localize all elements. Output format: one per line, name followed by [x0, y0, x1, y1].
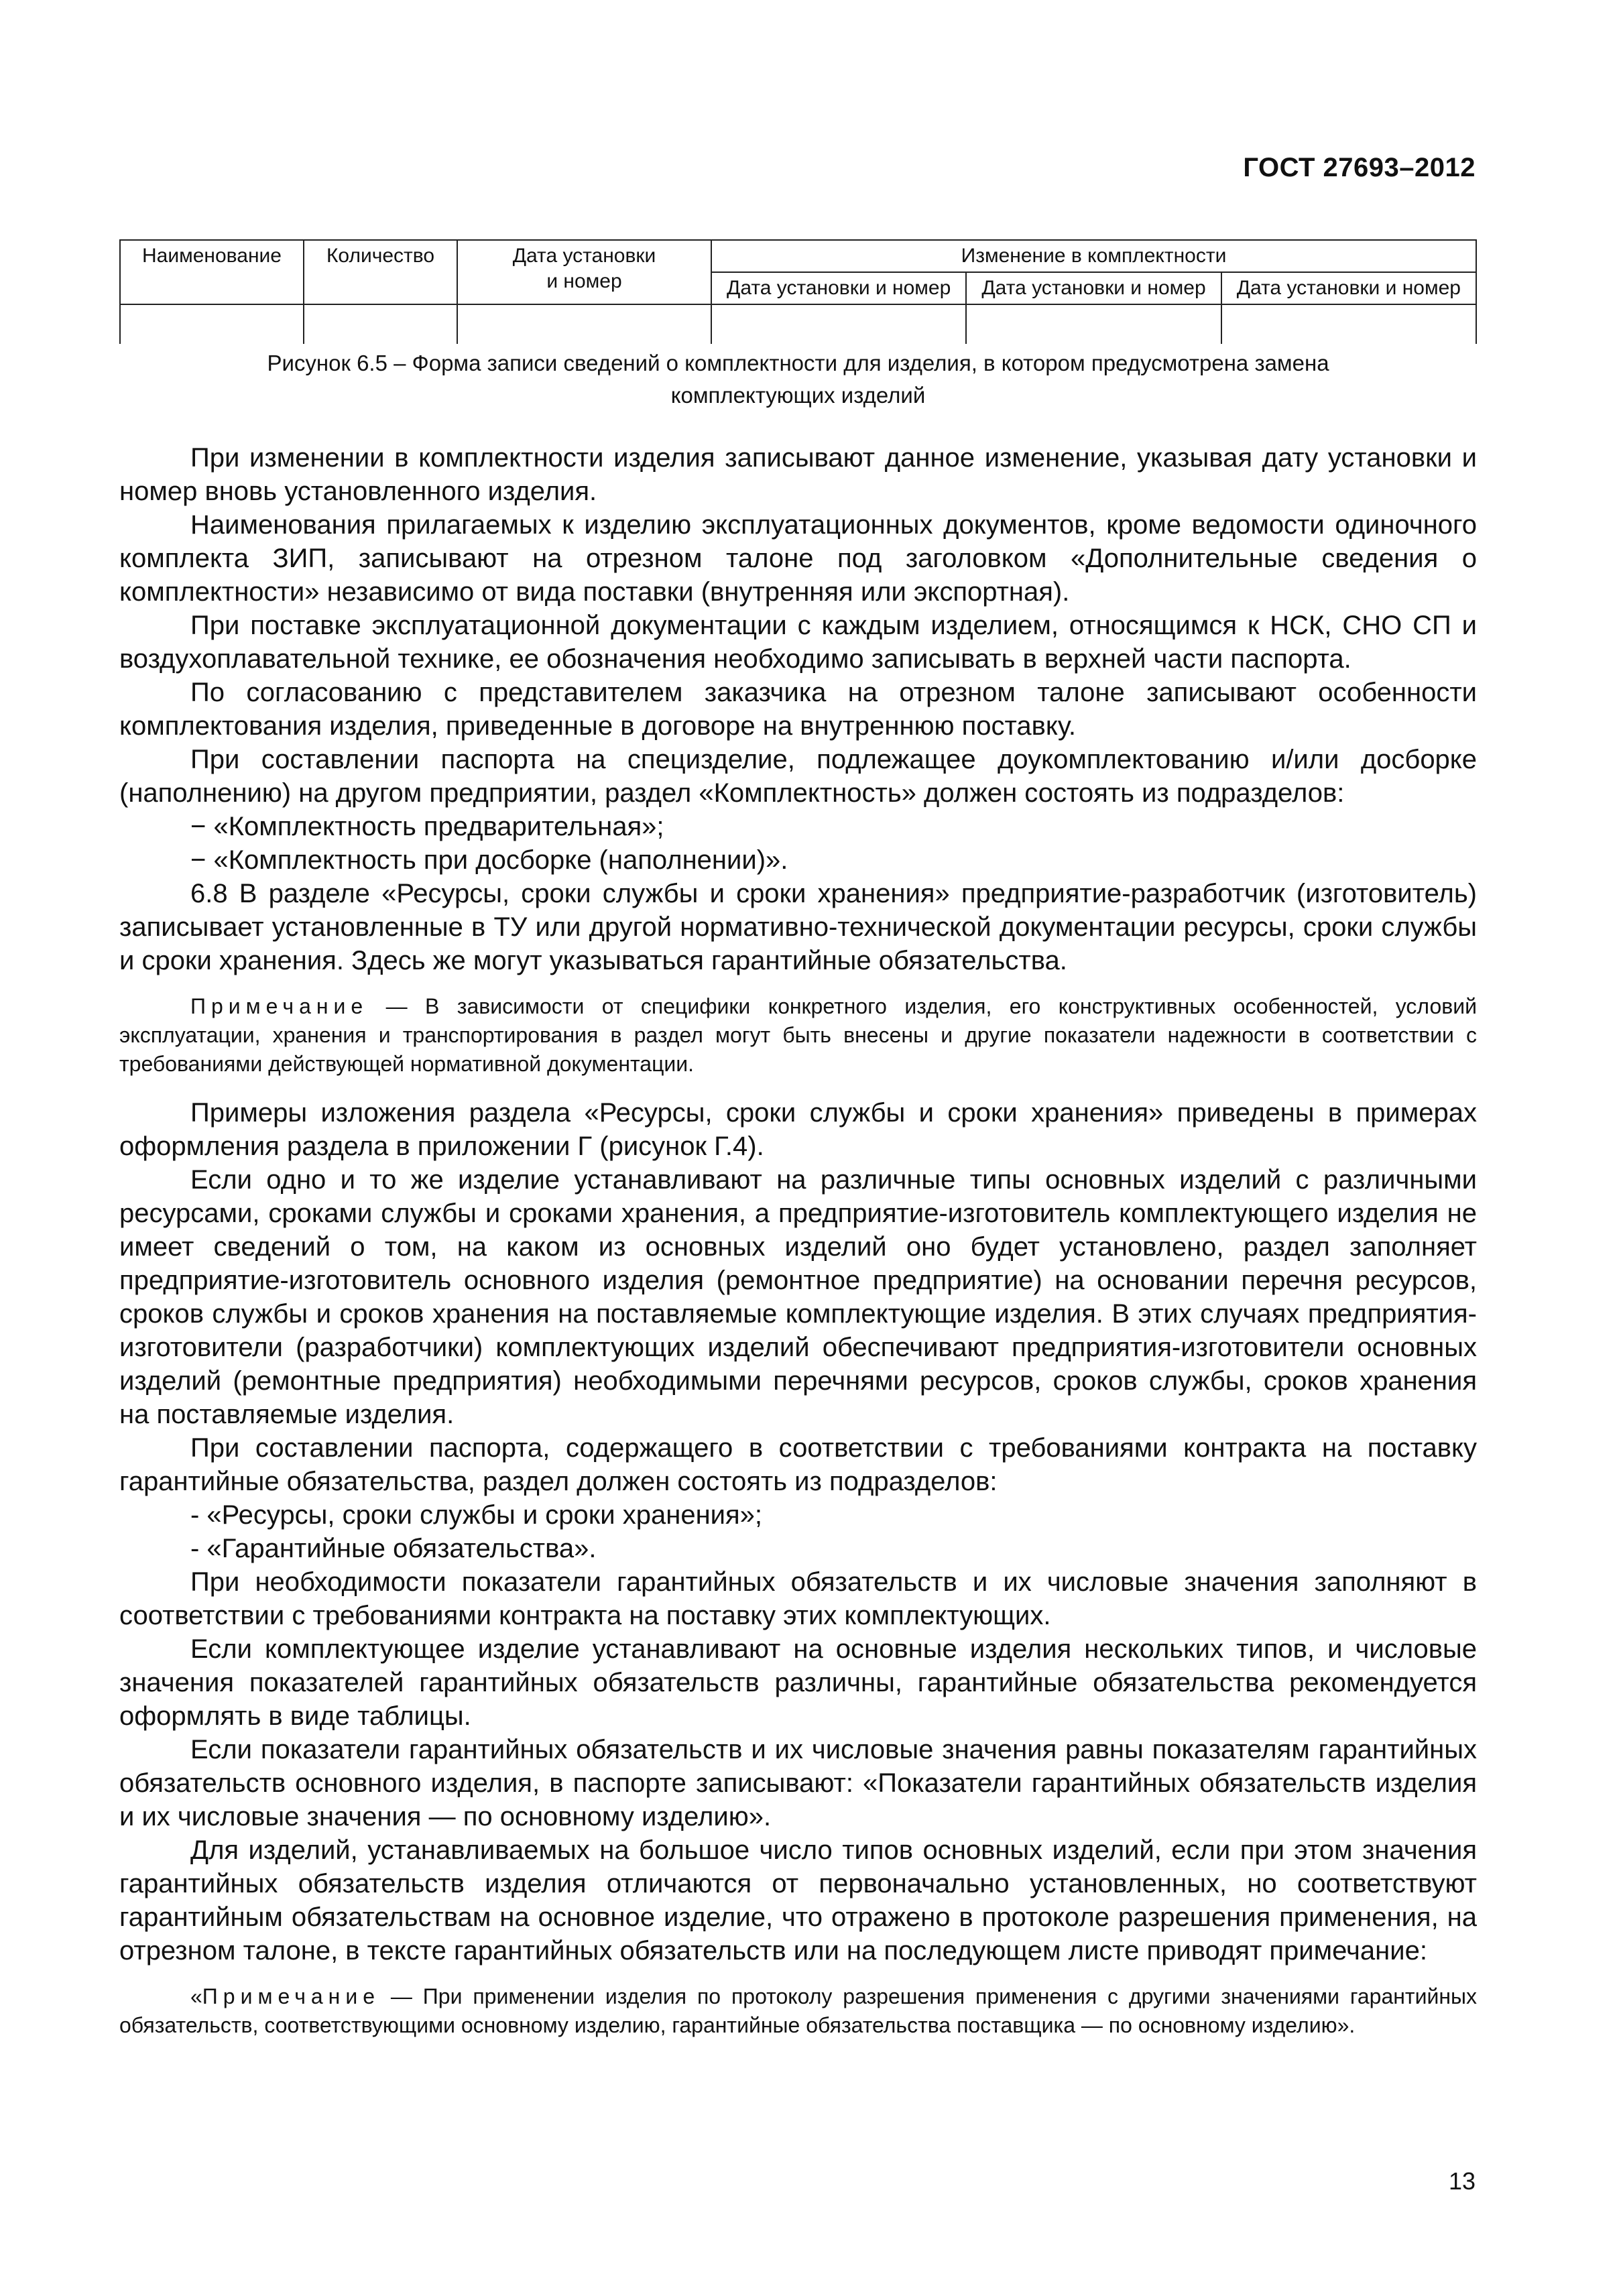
table-cell	[711, 304, 966, 344]
paragraph: Если одно и то же изделие устанавливают на различные типы основных изделий с различными ресурсами, сроками службы и сроками хранения, а предприятие-изготовитель комплектующего изделия не имеет сведений о том, на каком из основных изделий оно будет установлено, раздел заполняет предприятие-изготовитель основного изделия (ремонтное предприятие) на основании перечня ресурсов, сроков службы и сроков хранения на поставляемые комплектующие изделия. В этих случаях предприятия-изготовители (разработчики) комплектующих изделий обеспечивают предприятия-изготовители основных изделий (ремонтные предприятия) необходимыми перечнями ресурсов, сроков службы, сроков хранения на поставляемые изделия.	[119, 1165, 1477, 1429]
col-quantity-header: Количество	[304, 240, 457, 304]
note-label: Примечание	[202, 1984, 381, 2008]
paragraph: Наименования прилагаемых к изделию эксплуатационных документов, кроме ведомости одиночного комплекта ЗИП, записывают на отрезном талоне под заголовком «Дополнительные сведения о комплектности» независимо от вида поставки (внутренняя или экспортная).	[119, 510, 1477, 607]
section-paragraph: 6.8 В разделе «Ресурсы, сроки службы и сроки хранения» предприятие-разработчик (изготовитель) записывает установленные в ТУ или другой нормативно-технической документации ресурсы, сроки службы и сроки хранения. Здесь же могут указываться гарантийные обязательства.	[119, 879, 1477, 975]
note-paragraph	[119, 1982, 1477, 2040]
note-text: — При применении изделия по протоколу разрешения применения с другими значениями гарантийных обязательств, соответствующими основному изделию, гарантийные обязательства поставщика — по основному изделию».	[119, 1984, 1477, 2037]
paragraph: Для изделий, устанавливаемых на большое число типов основных изделий, если при этом значения гарантийных обязательств изделия отличаются от первоначально установленных, но соответствуют гарантийным обязательствам на основное изделие, что отражено в протоколе разрешения применения, на отрезном талоне, в тексте гарантийных обязательств или на последующем листе приводят примечание:	[119, 1835, 1477, 1966]
paragraph: Примеры изложения раздела «Ресурсы, сроки службы и сроки хранения» приведены в примерах оформления раздела в приложении Г (рисунок Г.4).	[119, 1098, 1477, 1161]
body-text	[119, 441, 1477, 2057]
paragraph: При поставке эксплуатационной документации с каждым изделием, относящимся к НСК, СНО СП и воздухоплавательной технике, ее обозначения необходимо записывать в верхней части паспорта.	[119, 611, 1477, 674]
table-cell	[457, 304, 711, 344]
col-install-date-header	[457, 240, 711, 304]
paragraph: При составлении паспорта, содержащего в соответствии с требованиями контракта на поставку гарантийные обязательства, раздел должен состоять из подразделов:	[119, 1433, 1477, 1496]
col-change-group-header: Изменение в комплектности	[711, 240, 1476, 272]
col-name-header: Наименование	[120, 240, 304, 304]
note-quote-open: «	[190, 1984, 202, 2008]
page-number: 13	[1448, 2167, 1476, 2195]
paragraph: При изменении в комплектности изделия записывают данное изменение, указывая дату установки и номер вновь установленного изделия.	[119, 443, 1477, 506]
sub-column-header: Дата установки и номер	[711, 272, 966, 304]
list-item: - «Гарантийные обязательства».	[190, 1534, 597, 1563]
table-empty-row	[120, 304, 1476, 344]
note-text: — В зависимости от специфики конкретного изделия, его конструктивных особенностей, условий эксплуатации, хранения и транспортирования в раздел могут быть внесены и другие показатели надежности в соответствии с требованиями действующей нормативной документации.	[119, 994, 1477, 1076]
list-item: − «Комплектность при досборке (наполнении)».	[190, 845, 788, 875]
standard-code: ГОСТ 27693–2012	[1243, 153, 1476, 182]
col-install-date-line1: Дата установки	[512, 245, 656, 267]
table-cell	[966, 304, 1221, 344]
list-item: - «Ресурсы, сроки службы и сроки хранения»;	[190, 1500, 763, 1530]
figure-caption	[119, 347, 1477, 412]
table-cell	[1221, 304, 1476, 344]
list-item: − «Комплектность предварительная»;	[190, 812, 664, 841]
figure-caption-line2: комплектующих изделий	[670, 383, 926, 408]
note-paragraph	[119, 992, 1477, 1079]
completeness-form-table	[119, 239, 1477, 344]
col-install-date-line2: и номер	[546, 270, 622, 292]
paragraph: При необходимости показатели гарантийных обязательств и их числовые значения заполняют в соответствии с требованиями контракта на поставку этих комплектующих.	[119, 1567, 1477, 1630]
table-cell	[120, 304, 304, 344]
figure-caption-line1: Рисунок 6.5 – Форма записи сведений о комплектности для изделия, в котором предусмотрена замена	[267, 351, 1329, 375]
paragraph: Если показатели гарантийных обязательств и их числовые значения равны показателям гарантийных обязательств основного изделия, в паспорте записывают: «Показатели гарантийных обязательств изделия и их числовые значения — по основному изделию».	[119, 1735, 1477, 1831]
paragraph: По согласованию с представителем заказчика на отрезном талоне записывают особенности комплектования изделия, приведенные в договоре на внутреннюю поставку.	[119, 678, 1477, 741]
sub-column-header: Дата установки и номер	[966, 272, 1221, 304]
sub-column-header: Дата установки и номер	[1221, 272, 1476, 304]
table-cell	[304, 304, 457, 344]
table-header-row	[120, 240, 1476, 272]
paragraph: При составлении паспорта на специзделие, подлежащее доукомплектованию и/или досборке (наполнению) на другом предприятии, раздел «Комплектность» должен состоять из подразделов:	[119, 745, 1477, 808]
note-label: Примечание	[190, 994, 369, 1018]
paragraph: Если комплектующее изделие устанавливают на основные изделия нескольких типов, и числовые значения показателей гарантийных обязательств различны, гарантийные обязательства рекомендуется оформлять в виде таблицы.	[119, 1634, 1477, 1731]
